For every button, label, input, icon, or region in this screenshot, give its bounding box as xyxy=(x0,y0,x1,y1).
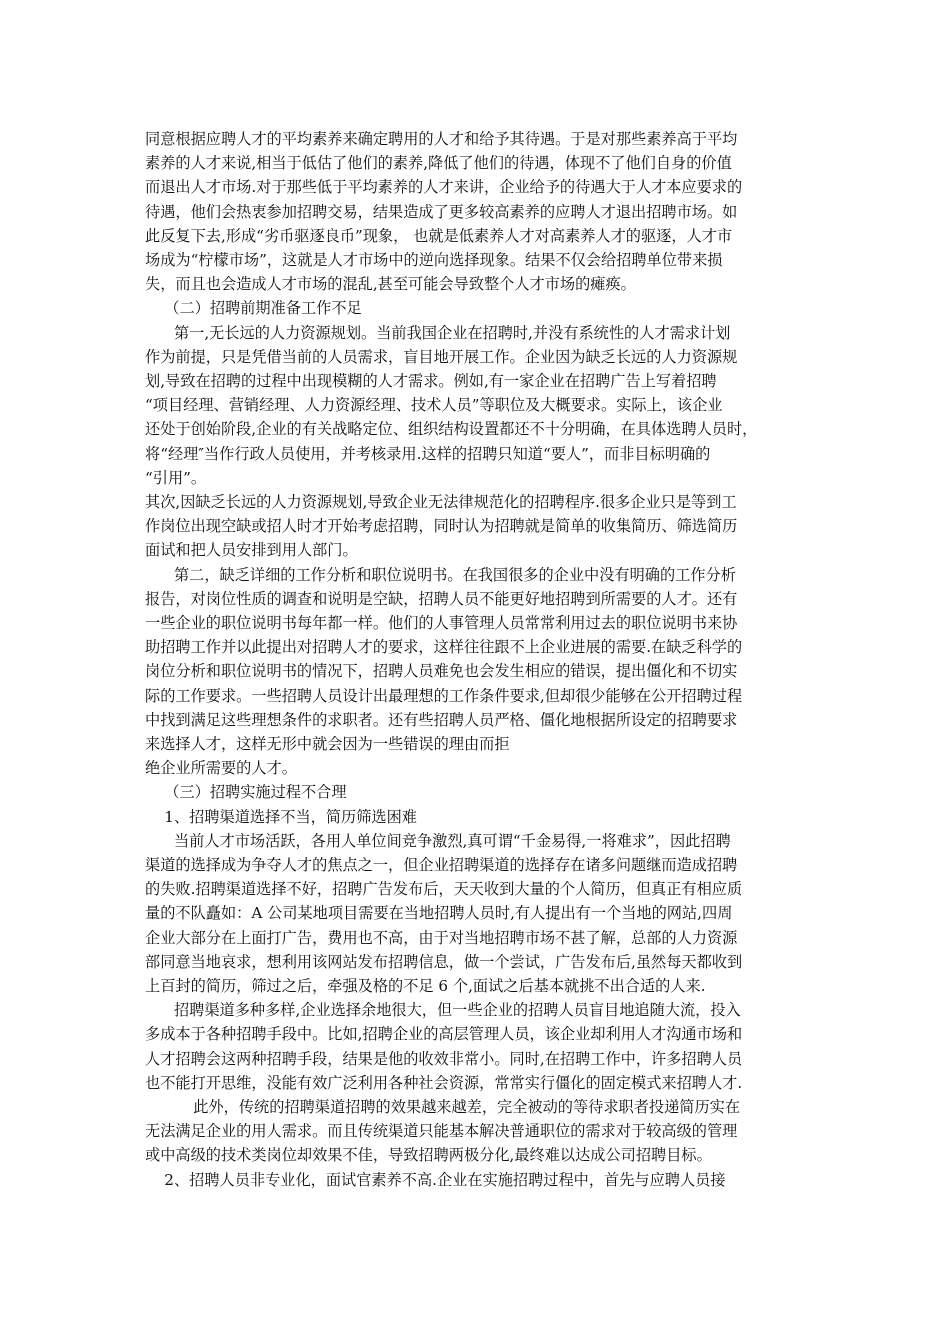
text-line: 助招聘工作并以此提出对招聘人才的要求，这样往往跟不上企业进展的需要.在缺乏科学的 xyxy=(145,638,743,657)
text-line: （三）招聘实施过程不合理 xyxy=(145,783,347,802)
text-line: 部同意当地哀求，想利用该网站发布招聘信息，做一个尝试，广告发布后,虽然每天都收到 xyxy=(145,952,743,971)
text-line: 企业大部分在上面打广告，费用也不高，由于对当地招聘市场不甚了解，总部的人力资源 xyxy=(145,928,738,947)
text-line: 此外，传统的招聘渠道招聘的效果越来越差，完全被动的等待求职者投递简历实在 xyxy=(145,1098,741,1116)
text-line: 1、招聘渠道选择不当，简历筛选困难 xyxy=(145,807,417,826)
text-line: （二）招聘前期准备工作不足 xyxy=(145,299,362,318)
text-line: 作为前提，只是凭借当前的人员需求，盲目地开展工作。企业因为缺乏长远的人力资源规 xyxy=(145,347,738,366)
text-line: 中找到满足这些理想条件的求职者。还有些招聘人员严格、僵化地根据所设定的招聘要求 xyxy=(145,710,738,729)
text-line: 无法满足企业的用人需求。而且传统渠道只能基本解决普通职位的需求对于较高级的管理 xyxy=(145,1122,738,1141)
document-page xyxy=(145,0,805,1344)
text-line: 岗位分析和职位说明书的情况下，招聘人员难免也会发生相应的错误，提出僵化和不切实 xyxy=(145,662,738,681)
text-line: 失，而且也会造成人才市场的混乱,甚至可能会导致整个人才市场的瘫痪。 xyxy=(145,275,636,294)
text-line: 一些企业的职位说明书每年都一样。他们的人事管理人员常常利用过去的职位说明书来协 xyxy=(145,614,738,632)
text-line: 面试和把人员安排到用人部门。 xyxy=(145,541,358,560)
text-line: 还处于创始阶段,企业的有关战略定位、组织结构设置都还不十分明确，在具体选聘人员时， xyxy=(145,420,758,439)
text-line: 待遇，他们会热衷参加招聘交易，结果造成了更多较高素养的应聘人才退出招聘市场。如 xyxy=(145,202,738,221)
text-line: 的失败.招聘渠道选择不好，招聘广告发布后，天天收到大量的个人简历，但真正有相应质 xyxy=(145,880,743,899)
text-line: 第二，缺乏详细的工作分析和职位说明书。在我国很多的企业中没有明确的工作分析 xyxy=(145,565,736,584)
text-line: 报告，对岗位性质的调查和说明是空缺，招聘人员不能更好地招聘到所需要的人才。还有 xyxy=(145,589,738,608)
text-line: 同意根据应聘人才的平均素养来确定聘用的人才和给予其待遇。于是对那些素养高于平均 xyxy=(145,130,738,148)
text-line: 素养的人才来说,相当于低估了他们的素养,降低了他们的待遇，体现不了他们自身的价值 xyxy=(145,154,732,173)
text-line: “项目经理、营销经理、人力资源经理、技术人员”等职位及大概要求。实际上，该企业 xyxy=(145,396,723,415)
text-line: 或中高级的技术类岗位却效果不佳，导致招聘两极分化,最终难以达成公司招聘目标。 xyxy=(145,1146,712,1165)
text-line: 场成为“柠檬市场”，这就是人才市场中的逆向选择现象。结果不仅会给招聘单位带来损 xyxy=(145,251,723,269)
text-line: 当前人才市场活跃，各用人单位间竞争激烈,真可谓“千金易得,一将难求”，因此招聘 xyxy=(145,831,731,850)
text-line: 而退出人才市场.对于那些低于平均素养的人才来讲，企业给予的待遇大于人才本应要求的 xyxy=(145,178,743,197)
text-line: 量的不队矗如：A 公司某地项目需要在当地招聘人员时,有人提出有一个当地的网站,四周 xyxy=(145,904,733,923)
text-line: 渠道的选择成为争夺人才的焦点之一，但企业招聘渠道的选择存在诸多问题继而造成招聘 xyxy=(145,856,738,874)
text-line: 第一,无长远的人力资源规划。当前我国企业在招聘时,并没有系统性的人才需求计划 xyxy=(145,323,731,342)
text-line: 其次,因缺乏长远的人力资源规划,导致企业无法律规范化的招聘程序.很多企业只是等到工 xyxy=(145,493,737,511)
text-line: 际的工作要求。一些招聘人员设计出最理想的工作条件要求,但却很少能够在公开招聘过程 xyxy=(145,686,743,705)
text-line: 来选择人才，这样无形中就会因为一些错误的理由而拒 xyxy=(145,735,510,753)
text-line: 作岗位出现空缺或招人时才开始考虑招聘，同时认为招聘就是简单的收集简历、筛选简历 xyxy=(145,517,738,536)
text-line: 此反复下去,形成“劣币驱逐良币”现象， 也就是低素养人才对高素养人才的驱逐，人才市 xyxy=(145,226,733,245)
text-line: 绝企业所需要的人才。 xyxy=(145,759,297,778)
text-line: 将“经理″当作行政人员使用，并考核录用.这样的招聘只知道“要人”，而非目标明确的 xyxy=(145,444,711,463)
text-line: 上百封的简历，筛过之后，牵强及格的不足 6 个,面试之后基本就挑不出合适的人来. xyxy=(145,977,706,995)
text-line: “引用”。 xyxy=(145,468,207,487)
text-line: 也不能打开思维，没能有效广泛利用各种社会资源，常常实行僵化的固定模式来招聘人才. xyxy=(145,1073,743,1092)
text-line: 划,导致在招聘的过程中出现模糊的人才需求。例如,有一家企业在招聘广告上写着招聘 xyxy=(145,372,717,390)
text-line: 招聘渠道多种多样,企业选择余地很大，但一些企业的招聘人员盲目地追随大流，投入 xyxy=(145,1001,741,1020)
text-line: 2、招聘人员非专业化，面试官素养不高.企业在实施招聘过程中，首先与应聘人员接 xyxy=(145,1170,726,1189)
text-line: 多成本于各种招聘手段中。比如,招聘企业的高层管理人员，该企业却利用人才沟通市场和 xyxy=(145,1025,743,1044)
text-line: 人才招聘会这两种招聘手段，结果是他的收效非常小。同时,在招聘工作中，许多招聘人员 xyxy=(145,1049,743,1068)
